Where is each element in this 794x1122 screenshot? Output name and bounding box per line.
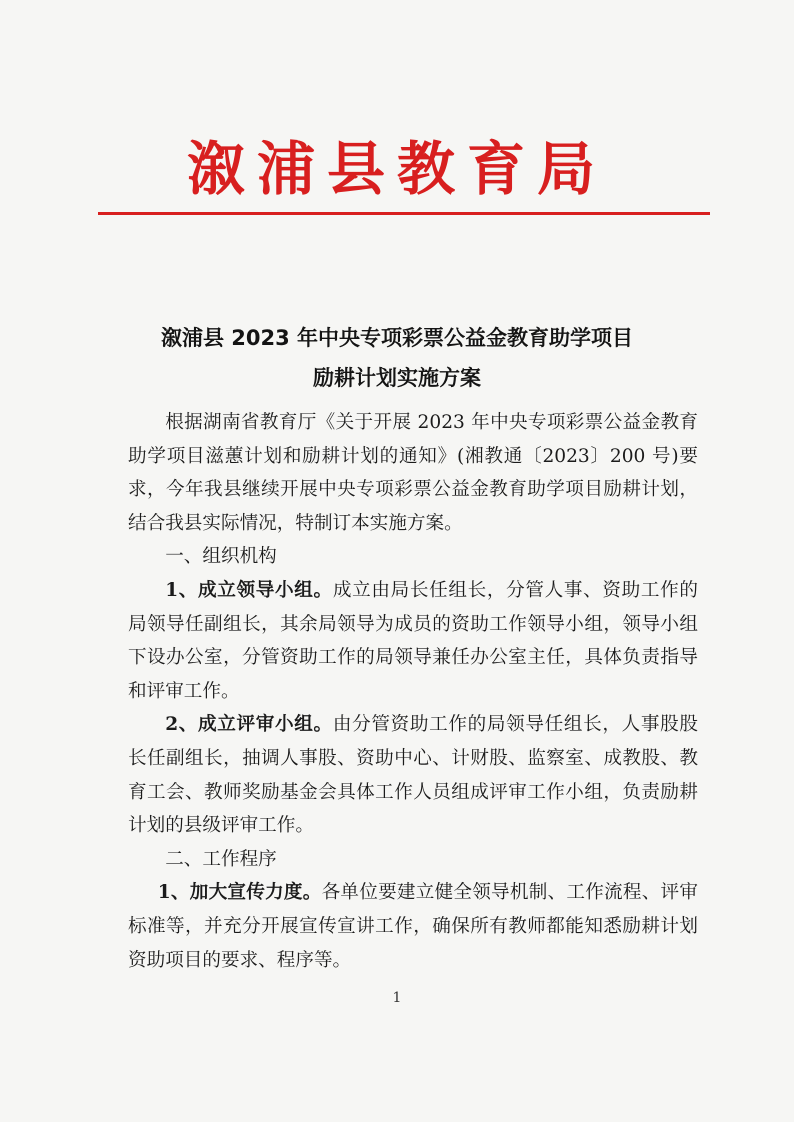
letterhead-red-rule <box>98 212 710 215</box>
section2-heading: 二、工作程序 <box>165 848 277 870</box>
document-title <box>0 318 794 398</box>
section1-item1-title: 1、成立领导小组。 <box>165 579 333 601</box>
section2-item1-title: 1、加大宣传力度。 <box>157 882 322 904</box>
section1-item2 <box>128 708 698 842</box>
section1-heading: 一、组织机构 <box>165 546 277 568</box>
section1-item2-title: 2、成立评审小组。 <box>165 714 333 736</box>
intro-paragraph: 根据湖南省教育厅《关于开展 2023 年中央专项彩票公益金教育助学项目滋蕙计划和励耕计划的通知》(湘教通〔2023〕200 号)要求，今年我县继续开展中央专项彩票公益金教育助学项目励耕计划，结合我县实际情况，特制订本实施方案。 <box>128 412 698 534</box>
section2-item1-text: 各单位要建立健全领导机制、工作流程、评审标准等，并充分开展宣传宣讲工作，确保所有教师都能知悉励耕计划资助项目的要求、程序等。 <box>128 882 698 971</box>
section1-item1-text: 成立由局长任组长，分管人事、资助工作的局领导任副组长，其余局领导为成员的资助工作领导小组，领导小组下设办公室，分管资助工作的局领导兼任办公室主任，具体负责指导和评审工作。 <box>128 579 698 702</box>
document-title-line2: 励耕计划实施方案 <box>313 366 481 390</box>
section2-item1 <box>128 876 698 977</box>
page-number: 1 <box>392 990 402 1006</box>
document-title-line1: 溆浦县 2023 年中央专项彩票公益金教育助学项目 <box>160 326 634 350</box>
document-body <box>128 406 698 977</box>
section1-item2-text: 由分管资助工作的局领导任组长，人事股股长任副组长，抽调人事股、资助中心、计财股、监察室、成教股、教育工会、教师奖励基金会具体工作人员组成评审工作小组，负责励耕计划的县级评审工作。 <box>128 714 698 837</box>
agency-letterhead: 溆浦县教育局 <box>186 135 607 203</box>
section1-item1 <box>128 574 698 708</box>
